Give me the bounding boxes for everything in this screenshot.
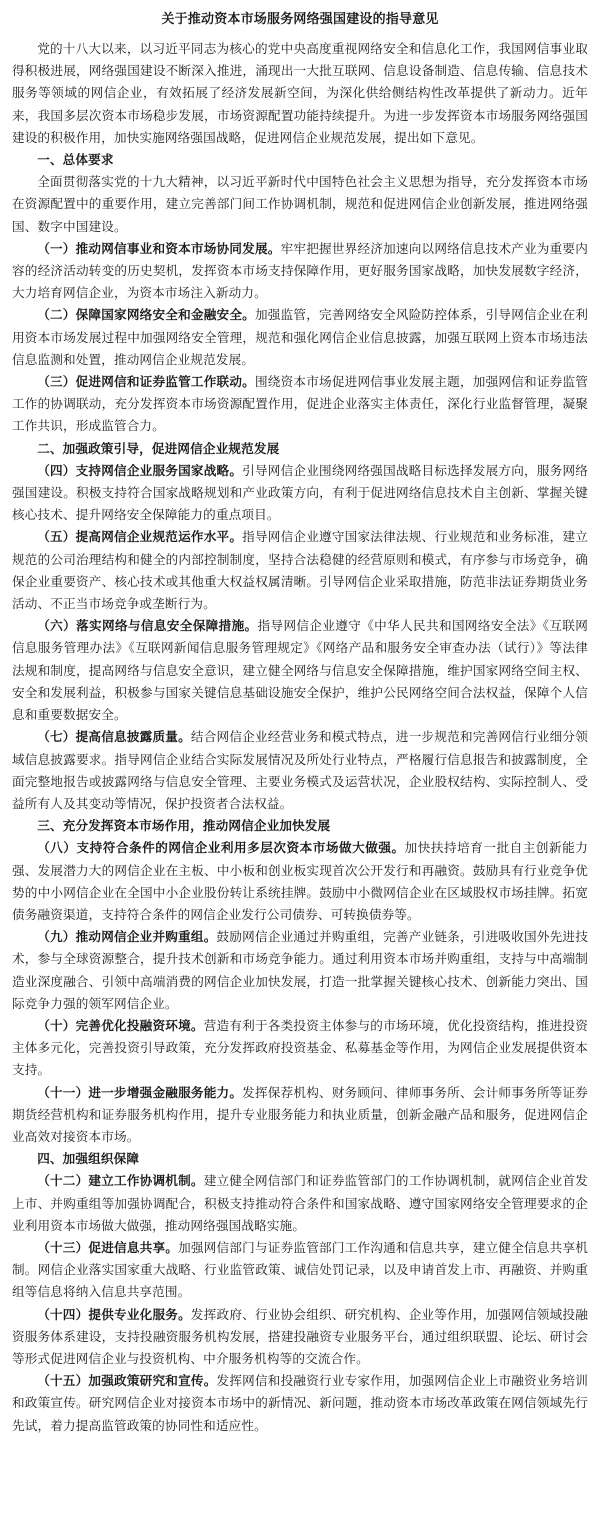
item-text: 营造有利于各类投资主体参与的市场环境，优化投资结构，推进投资主体多元化，完善投资引导政策，充分发挥政府投资基金、私募基金等作用，为网信企业发展提供资本支持。: [12, 1017, 588, 1078]
document-title: 关于推动资本市场服务网络强国建设的指导意见: [161, 12, 439, 27]
item-lead: （一）推动网信事业和资本市场协同发展。: [37, 240, 281, 256]
item-lead: （二）保障国家网络安全和金融安全。: [37, 307, 255, 323]
item-text: 加快扶持培育一批自主创新能力强、发展潜力大的网信企业在主板、中小板和创业板实现首次公开发行和再融资。鼓励具有行业竞争优势的中小网信企业在全国中小企业股份转让系统挂牌。鼓励中小微网信企业在区域股权市场挂牌。拓宽债务融资渠道，支持符合条件的网信企业发行公司债券、可转换债券等。: [12, 840, 588, 922]
item-lead: （十一）进一步增强金融服务能力。: [37, 1084, 243, 1100]
item-text: 加强网信部门与证券监管部门工作沟通和信息共享，建立健全信息共享机制。网信企业落实国家重大战略、行业监管政策、诚信处罚记录，以及申请首发上市、再融资、并购重组等信息将纳入信息共享范围。: [12, 1239, 588, 1300]
item-text: 发挥保荐机构、财务顾问、律师事务所、会计师事务所等证券期货经营机构和证券服务机构作用，提升专业服务能力和执业质量，创新金融产品和服务，促进网信企业高效对接资本市场。: [12, 1084, 588, 1144]
item-text: 发挥政府、行业协会组织、研究机构、企业等作用，加强网信领域投融资服务体系建设，支持投融资服务机构发展，搭建投融资专业服务平台，通过组织联盟、论坛、研讨会等形式促进网信企业与投资机构、中介服务机构等的交流合作。: [12, 1306, 588, 1366]
item-text: 加强监管，完善网络安全风险防控体系，引导网信企业在利用资本市场发展过程中加强网络安全管理，规范和强化网信企业信息披露，加强互联网上资本市场违法信息监测和处置，推动网信企业规范发展。: [12, 307, 588, 367]
item-paragraph: [12, 1370, 588, 1437]
item-lead: （三）促进网信和证券监管工作联动。: [37, 374, 255, 390]
item-lead: （十）完善优化投融资环境。: [37, 1017, 204, 1033]
item-paragraph: [12, 837, 588, 926]
item-paragraph: [12, 526, 588, 615]
section-heading-4: 四、加强组织保障: [37, 1151, 140, 1167]
item-text: 围绕资本市场促进网信事业发展主题，加强网信和证券监管工作的协调联动，充分发挥资本市场资源配置作用，促进企业落实主体责任，深化行业监督管理，凝聚工作共识，形成监管合力。: [12, 374, 588, 434]
item-text: 建立健全网信部门和证券监管部门的工作协调机制，就网信企业首发上市、并购重组等加强协调配合，积极支持推动符合条件和国家战略、遵守国家网络安全管理要求的企业利用资本市场做大做强，推动网络强国战略实施。: [12, 1173, 588, 1233]
item-lead: （十三）促进信息共享。: [37, 1239, 179, 1255]
intro-paragraph: 党的十八大以来，以习近平同志为核心的党中央高度重视网络安全和信息化工作，我国网信事业取得积极进展，网络强国建设不断深入推进，涌现出一大批互联网、信息设备制造、信息传输、信息技术服务等领域的网信企业，有效拓展了经济发展新空间，为深化供给侧结构性改革提供了新动力。近年来，我国多层次资本市场稳步发展，市场资源配置功能持续提升。为进一步发挥资本市场服务网络强国建设的积极作用，加快实施网络强国战略，促进网信企业规范发展，提出如下意见。: [12, 41, 588, 145]
item-paragraph: [12, 1237, 588, 1304]
item-text: 指导网信企业遵守国家法律法规、行业规范和业务标准，建立规范的公司治理结构和健全的内部控制制度，坚持合法稳健的经营原则和模式，有序参与市场竞争，确保企业重要资产、核心技术或其他重大权益权属清晰。引导网信企业采取措施，防范非法证券期货业务活动、不正当市场竞争或垄断行为。: [12, 529, 588, 612]
item-paragraph: [12, 460, 588, 527]
item-lead: （九）推动网信企业并购重组。: [37, 929, 217, 945]
section-heading-1: 一、总体要求: [37, 152, 114, 168]
item-paragraph: [12, 304, 588, 371]
item-text: 牢牢把握世界经济加速向以网络信息技术产业为重要内容的经济活动转变的历史契机，发挥资本市场支持保障作用，更好服务国家战略，加快发展数字经济，大力培育网信企业，为资本市场注入新动力。: [12, 240, 588, 301]
item-lead: （四）支持网信企业服务国家战略。: [37, 462, 243, 478]
item-paragraph: [12, 1015, 588, 1082]
item-text: 引导网信企业围绕网络强国战略目标选择发展方向，服务网络强国建设。积极支持符合国家战略规划和产业政策方向，有利于促进网络信息技术自主创新、掌握关键核心技术、提升网络安全保障能力的重点项目。: [12, 462, 588, 523]
item-paragraph: [12, 926, 588, 1015]
item-text: 结合网信企业经营业务和模式特点，进一步规范和完善网信行业细分领域信息披露要求。指导网信企业结合实际发展情况及所处行业特点，严格履行信息报告和披露制度，全面完整地报告或披露网络与信息安全管理、主要业务模式及运营状况，企业股权结构、实际控制人、受益所有人及其变动等情况，保护投资者合法权益。: [12, 729, 588, 811]
item-paragraph: [12, 238, 588, 305]
item-lead: （七）提高信息披露质量。: [37, 729, 191, 745]
section-1-overview: 全面贯彻落实党的十九大精神，以习近平新时代中国特色社会主义思想为指导，充分发挥资本市场在资源配置中的重要作用，建立完善部门间工作协调机制，规范和促进网信企业创新发展，推进网络强国、数字中国建设。: [12, 174, 588, 234]
section-heading-2: 二、加强政策引导，促进网信企业规范发展: [37, 440, 280, 456]
item-paragraph: [12, 615, 588, 726]
item-paragraph: [12, 1170, 588, 1237]
item-paragraph: [12, 1304, 588, 1371]
item-lead: （六）落实网络与信息安全保障措施。: [37, 618, 258, 634]
item-lead: （五）提高网信企业规范运作水平。: [37, 529, 243, 545]
item-paragraph: [12, 726, 588, 815]
item-text: 指导网信企业遵守《中华人民共和国网络安全法》《互联网信息服务管理办法》《互联网新闻信息服务管理规定》《网络产品和服务安全审查办法（试行）》等法律法规和制度，提高网络与信息安全意识，建立健全网络与信息安全保障措施，维护国家网络空间主权、安全和发展利益，积极参与国家关键信息基础设施安全保护，维护公民网络空间合法权益，保障个人信息和重要数据安全。: [12, 618, 588, 723]
item-text: 鼓励网信企业通过并购重组，完善产业链条，引进吸收国外先进技术，参与全球资源整合，提升技术创新和市场竞争能力。通过利用资本市场并购重组，支持与中高端制造业深度融合、引领中高端消费的网信企业加快发展，打造一批掌握关键核心技术、创新能力突出、国际竞争力强的领军网信企业。: [12, 929, 588, 1011]
item-lead: （十四）提供专业化服务。: [37, 1306, 191, 1322]
item-paragraph: [12, 1082, 588, 1149]
item-text: 发挥网信和投融资行业专家作用，加强网信企业上市融资业务培训和政策宣传。研究网信企业对接资本市场中的新情况、新问题，推动资本市场改革政策在网信领域先行先试，着力提高监管政策的协同性和适应性。: [12, 1373, 588, 1433]
item-lead: （八）支持符合条件的网信企业利用多层次资本市场做大做强。: [37, 840, 405, 856]
item-lead: （十五）加强政策研究和宣传。: [37, 1373, 217, 1389]
item-lead: （十二）建立工作协调机制。: [37, 1173, 204, 1189]
section-heading-3: 三、充分发挥资本市场作用，推动网信企业加快发展: [37, 818, 331, 834]
item-paragraph: [12, 371, 588, 438]
